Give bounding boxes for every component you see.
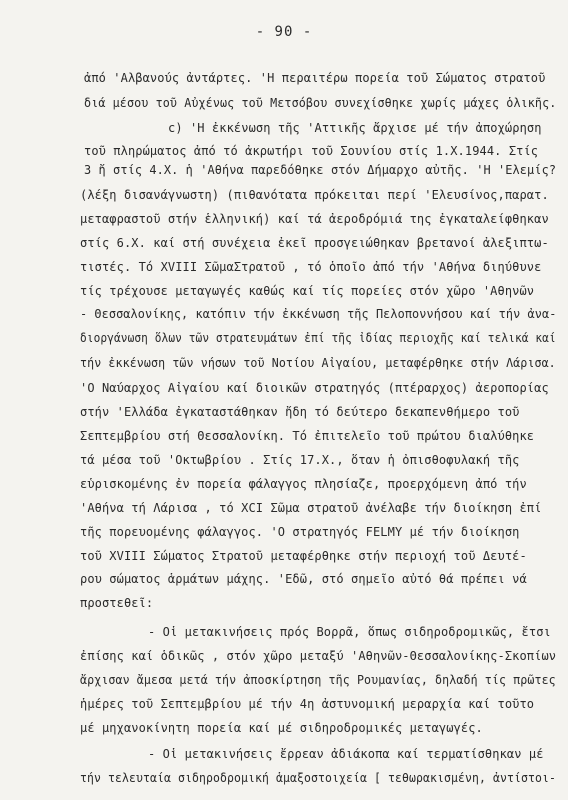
text-line: τά μέσα τοῦ 'Οκτωβρίου . Στίς 17.Χ., ὅταν ἡ ὀπισθοφυλακή τῆς xyxy=(80,453,520,467)
text-line: τοῦ XVIII Σώματος Στρατοῦ μεταφέρθηκε στήν περιοχή τοῦ Δευτέ- xyxy=(80,549,527,563)
text-line: τήν ἐκκένωση τῶν νήσων τοῦ Νοτίου Αἰγαίου, μεταφέρθηκε στήν Λάρισα. xyxy=(80,356,556,370)
text-line: ἡμέρες τοῦ Σεπτεμβρίου μέ τήν 4η ἀστυνομική μεραρχία καί τοῦτο xyxy=(80,697,535,711)
text-line: 3 ἤ στίς 4.Χ. ἡ 'Αθήνα παρεδόθηκε στόν Δήμαρχο αὐτῆς. 'Η 'Ελεμίς? xyxy=(84,163,557,177)
text-line: ρου σώματος ἁρμάτων μάχης. 'Εδῶ, στό σημεῖο αὐτό θά πρέπει νά xyxy=(80,572,527,586)
text-line: τῆς πορευομένης φάλαγγος. 'Ο στρατηγός FELMY μέ τήν διοίκηση xyxy=(80,525,520,539)
text-line: τήν τελευταία σιδηροδρομική ἁμαξοστοιχεία [ τεθωρακισμένη, ἀντίστοι- xyxy=(80,771,557,785)
text-line: μέ μηχανοκίνητη πορεία καί μέ σιδηροδρομικές μεταγωγές. xyxy=(80,721,483,735)
text-line: διά μέσου τοῦ Αὐχένως τοῦ Μετσόβου συνεχίσθηκε χωρίς μάχες ὁλικῆς. xyxy=(84,96,557,110)
text-line: Σεπτεμβρίου στή Θεσσαλονίκη. Τό ἐπιτελεῖο τοῦ πρώτου διαλύθηκε xyxy=(80,429,535,443)
text-line: μεταφραστοῦ στήν ἑλληνική) καί τά ἀεροδρόμιά της ἐγκαταλείφθηκαν xyxy=(80,212,549,226)
text-line: ἐπίσης καί ὁδικῶς , στόν χῶρο μεταξύ 'Αθηνῶν-Θεσσαλονίκης-Σκοπίων xyxy=(80,649,557,663)
text-line: εὑρισκομένης ἐν πορεία φάλαγγος πλησίαζε, προερχόμενη ἀπό τήν xyxy=(80,477,527,491)
text-line: - Οἱ μετακινήσεις ἔρρεαν ἀδιάκοπα καί τερματίσθηκαν μέ xyxy=(148,747,544,761)
text-line: c) 'Η ἐκκένωση τῆς 'Αττικῆς ἄρχισε μέ τήν ἀποχώρηση xyxy=(168,121,542,135)
text-line: διοργάνωση ὅλων τῶν στρατευμάτων ἐπί τῆς ἰδίας περιοχῆς καί τελικά καί xyxy=(80,331,556,345)
text-line: 'Αθήνα τή Λάρισα , τό XCI Σῶμα στρατοῦ ἀνέλαβε τήν διοίκηση ἐπί xyxy=(80,501,542,515)
text-line: τιστές. Τό XVIII ΣῶμαΣτρατοῦ , τό ὁποῖο ἀπό τήν 'Αθήνα διηύθυνε xyxy=(80,260,542,274)
text-line: 'Ο Ναύαρχος Αἰγαίου καί διοικῶν στρατηγός (πτέραρχος) ἀεροπορίας xyxy=(80,381,549,395)
text-line: - Οἱ μετακινήσεις πρός Βορρᾶ, ὅπως σιδηροδρομικῶς, ἔτσι xyxy=(148,625,551,639)
text-line: προστεθεῖ: xyxy=(80,596,154,610)
page-number: - 90 - xyxy=(255,24,313,40)
text-line: τίς τρέχουσε μεταγωγές καθώς καί τίς πορείες στόν χῶρο 'Αθηνῶν xyxy=(80,284,535,298)
text-line: (λέξη δισανάγνωστη) (πιθανότατα πρόκειται περί 'Ελευσίνος,παρατ. xyxy=(80,188,549,202)
text-line: τοῦ πληρώματος ἀπό τό ἀκρωτήρι τοῦ Σουνίου στίς 1.Χ.1944. Στίς xyxy=(84,144,539,158)
text-line: ἀπό 'Αλβανούς ἀντάρτες. 'Η περαιτέρω πορεία τοῦ Σώματος στρατοῦ xyxy=(84,71,546,85)
text-line: στήν 'Ελλάδα ἐγκαταστάθηκαν ἤδη τό δεύτερο δεκαπενθήμερο τοῦ xyxy=(80,405,520,419)
text-line: στίς 6.Χ. καί στή συνέχεια ἐκεῖ προσγειώθηκαν βρετανοί ἀλεξιπτω- xyxy=(80,236,549,250)
text-line: - Θεσσαλονίκης, κατόπιν τήν ἐκκένωση τῆς Πελοποννήσου καί τήν ἀνα- xyxy=(80,307,557,321)
text-line: ἄρχισαν ἄμεσα μετά τήν ἀποσκίρτηση τῆς Ρουμανίας, δηλαδή τίς πρῶτες xyxy=(80,673,556,687)
